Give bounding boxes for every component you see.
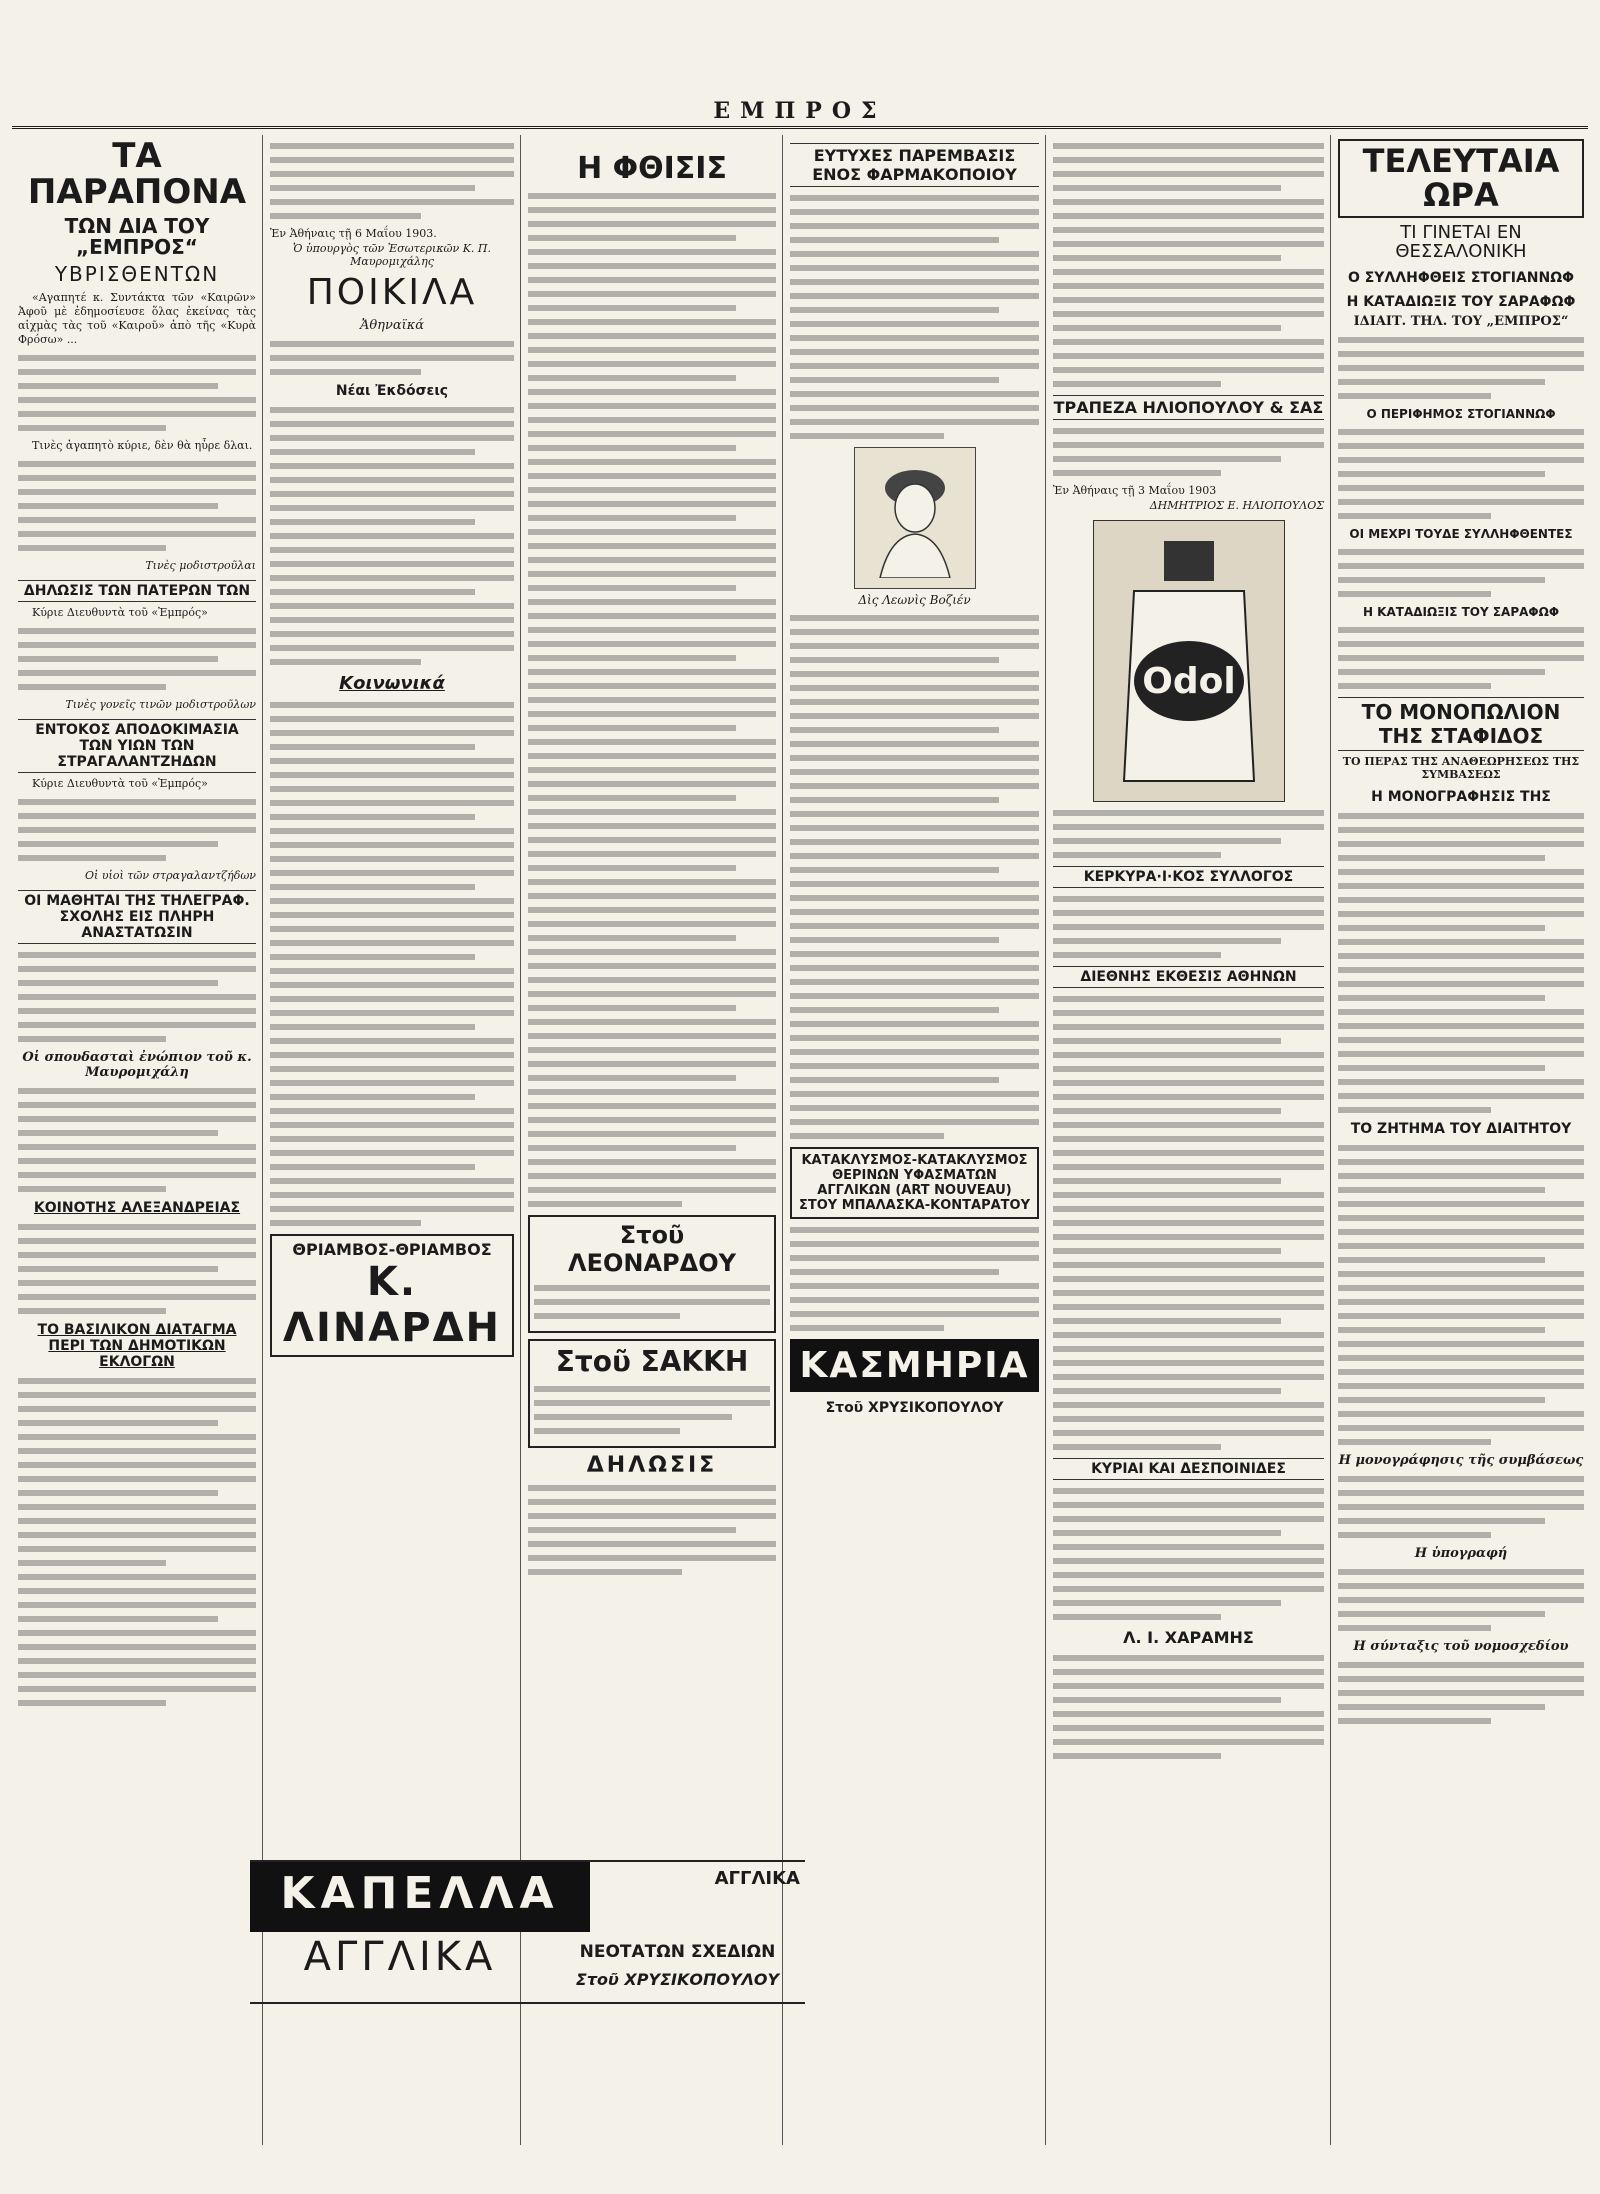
column-divider xyxy=(1045,135,1046,2145)
text-filler xyxy=(270,702,514,1226)
signature: Τινὲς γονεῖς τινῶν μοδιστροῦλων xyxy=(65,698,256,712)
article-text: Τινὲς ἀγαπητὸ κύριε, δὲν θὰ ηὗρε δλαι. xyxy=(32,439,253,453)
text-filler xyxy=(270,143,514,219)
signature: Ὁ ὑπουργὸς τῶν Ἐσωτερικῶν Κ. Π. Μαυρομιχάλης xyxy=(292,242,492,268)
section-koinonika: Κοινωνικά xyxy=(339,672,445,694)
headline-ta-parapona: ΤΑ ΠΑΡΑΠΟΝΑ xyxy=(27,136,247,212)
text-filler xyxy=(1053,1655,1324,1759)
text-filler xyxy=(18,355,256,431)
advertisement-sakki xyxy=(528,1339,776,1448)
portrait-illustration xyxy=(854,447,976,589)
text-filler xyxy=(1338,429,1584,519)
headline-mexri-toude: ΟΙ ΜΕΧΡΙ ΤΟΥΔΕ ΣΥΛΛΗΦΘΕΝΤΕΣ xyxy=(1349,526,1573,541)
subheadline-syntaxis: Η σύνταξις τοῦ νομοσχεδίου xyxy=(1353,1638,1569,1654)
text-filler xyxy=(1338,337,1584,399)
column-4 xyxy=(784,135,1045,2145)
portrait-caption: Δὶς Λεωνὶς Βοζιέν xyxy=(858,593,971,607)
text-filler xyxy=(1338,549,1584,597)
ad-kasmiria-shop: Στοῦ ΧΡΥΣΙΚΟΠΟΥΛΟΥ xyxy=(825,1400,1004,1416)
text-filler xyxy=(1053,1488,1324,1620)
column-1 xyxy=(12,135,262,2145)
column-3 xyxy=(522,135,782,2145)
masthead-rule xyxy=(12,126,1588,129)
text-filler xyxy=(18,799,256,861)
text-filler xyxy=(1053,996,1324,1450)
subheadline-ypografi: Η ὑπογραφή xyxy=(1414,1545,1508,1561)
headline-i-fthisis: Η ΦΘΙΣΙΣ xyxy=(577,151,727,186)
text-filler xyxy=(790,195,1039,439)
headline-katadioxis-sarafof-2: Η ΚΑΤΑΔΙΩΞΙΣ ΤΟΥ ΣΑΡΑΦΩΦ xyxy=(1362,604,1560,619)
masthead-title: ΕΜΠΡΟΣ xyxy=(713,98,887,124)
signature-charamis: Λ. Ι. ΧΑΡΑΜΗΣ xyxy=(1123,1628,1254,1647)
headline-katadioxis-sarafof: Η ΚΑΤΑΔΙΩΞΙΣ ΤΟΥ ΣΑΡΑΦΩΦ xyxy=(1346,293,1576,310)
column-divider xyxy=(262,135,263,2145)
column-2 xyxy=(264,135,520,2145)
text-filler xyxy=(18,1224,256,1314)
text-filler xyxy=(18,952,256,1042)
column-6 xyxy=(1332,135,1590,2145)
text-filler xyxy=(1053,810,1324,858)
odol-label: Odol xyxy=(1141,661,1236,702)
banner-anglika-aside: ΑΓΓΛΙΚΑ xyxy=(714,1868,800,1889)
headline-monografisis: Η ΜΟΝΟΓΡΑΦΗΣΙΣ ΤΗΣ xyxy=(1371,788,1551,805)
text-filler xyxy=(18,628,256,690)
ad-leonardou: Στοῦ ΛΕΟΝΑΡΔΟΥ xyxy=(568,1220,736,1277)
text-filler xyxy=(1338,1145,1584,1445)
portrait-icon xyxy=(870,458,960,578)
headline-ton-dia-tou-empros: ΤΩΝ ΔΙΑ ΤΟΥ „ΕΜΠΡΟΣ“ xyxy=(64,214,210,260)
signature: Οἱ υἱοὶ τῶν στραγαλαντζήδων xyxy=(85,869,256,883)
text-filler xyxy=(528,1485,776,1575)
headline-mathitai-tilegraf: ΟΙ ΜΑΘΗΤΑΙ ΤΗΣ ΤΗΛΕΓΡΑΦ. ΣΧΟΛΗΣ ΕΙΣ ΠΛΗΡΗ ΑΝΑΣΤΑΤΩΣΙΝ xyxy=(18,890,256,944)
text-filler xyxy=(790,1227,1039,1331)
banner-kapella: ΚΑΠΕΛΛΑ xyxy=(250,1862,590,1932)
section-athinaika: Ἀθηναϊκά xyxy=(359,317,425,333)
banner-neotaton-schedion: ΝΕΟΤΑΤΩΝ ΣΧΕΔΙΩΝ xyxy=(579,1942,776,1962)
text-filler xyxy=(1338,627,1584,689)
headline-peras-anatheoriseos: ΤΟ ΠΕΡΑΣ ΤΗΣ ΑΝΑΘΕΩΡΗΣΕΩΣ ΤΗΣ ΣΥΜΒΑΣΕΩΣ xyxy=(1342,754,1580,781)
text-filler xyxy=(528,193,776,1207)
headline-dilosis-pateron: ΔΗΛΩΣΙΣ ΤΩΝ ΠΑΤΕΡΩΝ ΤΩΝ xyxy=(18,580,256,602)
headline-teleftaia-ora: ΤΕΛΕΥΤΑΙΑ ΩΡΑ xyxy=(1338,139,1584,218)
headline-kyriai-kai-despoinides: ΚΥΡΙΑΙ ΚΑΙ ΔΕΣΠΟΙΝΙΔΕΣ xyxy=(1053,1458,1324,1480)
signature: ΔΗΜΗΤΡΙΟΣ Ε. ΗΛΙΟΠΟΥΛΟΣ xyxy=(1149,499,1324,512)
headline-koinotis-alexandreias: ΚΟΙΝΟΤΗΣ ΑΛΕΞΑΝΔΡΕΙΑΣ xyxy=(33,1200,241,1217)
headline-kerkyraikos-syllogos: ΚΕΡΚΥΡΑ·Ι·ΚΟΣ ΣΥΛΛΟΓΟΣ xyxy=(1053,866,1324,888)
headline-dilosis: ΔΗΛΩΣΙΣ xyxy=(586,1452,718,1478)
text-filler xyxy=(1053,428,1324,476)
headline-diethnis-ekthesis: ΔΙΕΘΝΗΣ ΕΚΘΕΣΙΣ ΑΘΗΝΩΝ xyxy=(1053,966,1324,988)
dateline: Ἐν Ἀθήναις τῇ 3 Μαΐου 1903 xyxy=(1053,484,1217,497)
advertisement-kataklysmos: ΚΑΤΑΚΛΥΣΜΟΣ-ΚΑΤΑΚΛΥΣΜΟΣ ΘΕΡΙΝΩΝ ΥΦΑΣΜΑΤΩΝ ΑΓΓΛΙΚΩΝ (ART NOUVEAU) ΣΤΟΥ ΜΠΑΛΑΣΚΑ-ΚΟΝΤΑΡΑΤΟΥ xyxy=(790,1147,1039,1219)
odol-advertisement xyxy=(1093,520,1285,802)
article-text: Κύριε Διευθυντὰ τοῦ «Ἐμπρός» xyxy=(32,777,208,791)
wire-credit: ΙΔΙΑΙΤ. ΤΗΛ. ΤΟΥ „ΕΜΠΡΟΣ“ xyxy=(1353,313,1569,329)
text-filler xyxy=(1338,1662,1584,1724)
advertisement-liknardi xyxy=(270,1234,514,1357)
column-divider xyxy=(782,135,783,2145)
dateline: Ἐν Ἀθήναις τῇ 6 Μαΐου 1903. xyxy=(270,227,437,240)
headline-syllifthis-stogiannof: Ο ΣΥΛΛΗΦΘΕΙΣ ΣΤΟΓΙΑΝΝΩΦ xyxy=(1347,269,1575,286)
headline-eftyches-paremvasis: ΕΥΤΥΧΕΣ ΠΑΡΕΜΒΑΣΙΣ ΕΝΟΣ ΦΑΡΜΑΚΟΠΟΙΟΥ xyxy=(790,143,1039,187)
text-filler xyxy=(18,1088,256,1192)
subheadline-monografisis: Η μονογράφησις τῆς συμβάσεως xyxy=(1338,1452,1584,1468)
text-filler xyxy=(18,461,256,551)
banner-anglika: ΑΓΓΛΙΚΑ xyxy=(303,1934,497,1980)
article-text: «Αγαπητέ κ. Συντάκτα τῶν «Καιρῶν» Ἀφοῦ μὲ ἐδημοσίευσε ὅλας ἐκείνας τὰς αἰχμὰς τὰς τοῦ «Καιροῦ» ἀπὸ τῆς «Κυρὰ Φρόσω» ... xyxy=(18,291,256,347)
headline-entokos-apodokimasia: ΕΝΤΟΚΟΣ ΑΠΟΔΟΚΙΜΑΣΙΑ ΤΩΝ ΥΙΩΝ ΤΩΝ ΣΤΡΑΓΑΛΑΝΤΖΗΔΩΝ xyxy=(18,719,256,773)
headline-perifimos-stogiannof: Ο ΠΕΡΙΦΗΜΟΣ ΣΤΟΓΙΑΝΝΩΦ xyxy=(1366,406,1556,421)
ad-kasmiria: ΚΑΣΜΗΡΙΑ xyxy=(790,1339,1039,1392)
advertisement-leonardou xyxy=(528,1215,776,1333)
headline-ti-ginetai: ΤΙ ΓΙΝΕΤΑΙ ΕΝ ΘΕΣΣΑΛΟΝΙΚΗ xyxy=(1395,222,1527,263)
column-divider xyxy=(1330,135,1331,2145)
text-filler xyxy=(1338,813,1584,1113)
subheadline: Οἱ σπουδασταὶ ἐνώπιον τοῦ κ. Μαυρομιχάλη xyxy=(22,1050,252,1081)
text-filler xyxy=(1053,143,1324,387)
text-filler xyxy=(1338,1476,1584,1538)
banner-chrysikopoulou: Στοῦ ΧΡΥΣΙΚΟΠΟΥΛΟΥ xyxy=(575,1970,780,1989)
text-filler xyxy=(1053,896,1324,958)
kapella-banner-advertisement xyxy=(250,1860,805,2004)
article-text: Κύριε Διευθυντὰ τοῦ «Ἐμπρός» xyxy=(32,606,208,620)
headline-monopolion-stafidos: ΤΟ ΜΟΝΟΠΩΛΙΟΝ ΤΗΣ ΣΤΑΦΙΔΟΣ xyxy=(1338,697,1584,751)
headline-zitima-diaititou: ΤΟ ΖΗΤΗΜΑ ΤΟΥ ΔΙΑΙΤΗΤΟΥ xyxy=(1350,1120,1572,1137)
headline-trapeza-iliopoulou: ΤΡΑΠΕΖΑ ΗΛΙΟΠΟΥΛΟΥ & ΣΑΣ xyxy=(1053,395,1324,420)
headline-vrisethenton: ΥΒΡΙΣΘΕΝΤΩΝ xyxy=(54,262,220,287)
headline-vasilikon-diatagma: ΤΟ ΒΑΣΙΛΙΚΟΝ ΔΙΑΤΑΓΜΑ ΠΕΡΙ ΤΩΝ ΔΗΜΟΤΙΚΩΝ ΕΚΛΟΓΩΝ xyxy=(37,1322,237,1371)
ad-linardi: Κ. ΛΙΝΑΡΔΗ xyxy=(282,1258,502,1351)
signature: Τινὲς μοδιστροῦλαι xyxy=(145,559,256,573)
text-filler xyxy=(270,341,514,375)
text-filler xyxy=(18,1378,256,1706)
text-filler xyxy=(270,407,514,665)
column-5 xyxy=(1047,135,1330,2145)
ad-thriamvos: ΘΡΙΑΜΒΟΣ-ΘΡΙΑΜΒΟΣ xyxy=(292,1239,492,1259)
section-nees-ekdoseis: Νέαι Ἐκδόσεις xyxy=(335,382,449,399)
text-filler xyxy=(1338,1569,1584,1631)
ad-sakki: Στοῦ ΣΑΚΚΗ xyxy=(555,1344,749,1378)
headline-poikila: ΠΟΙΚΙΛΑ xyxy=(306,272,478,313)
text-filler xyxy=(790,615,1039,1139)
odol-bottle-icon xyxy=(1104,531,1274,791)
column-divider xyxy=(520,135,521,2145)
